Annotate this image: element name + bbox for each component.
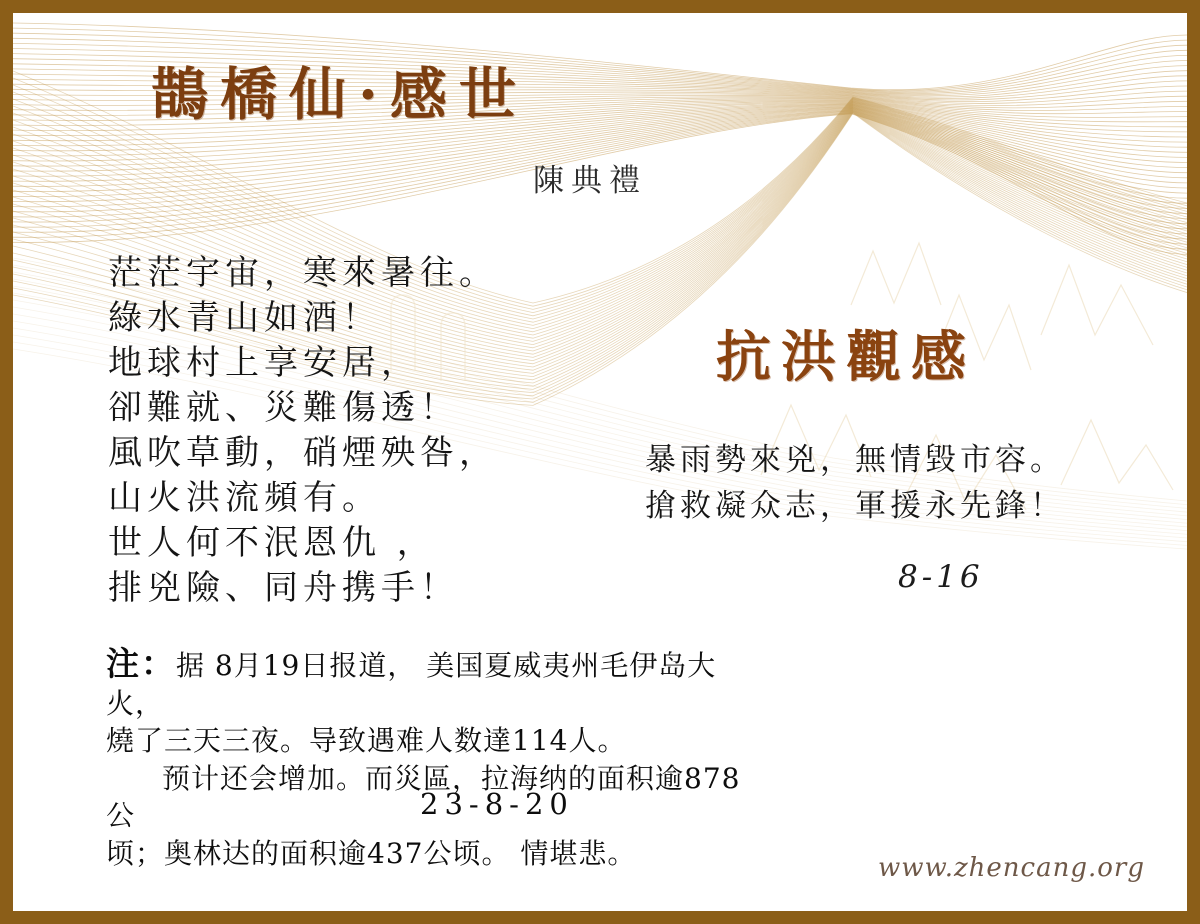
poem-line: 卻難就、災難傷透！ xyxy=(108,388,459,428)
poem-line: 搶救凝众志，軍援永先鋒！ xyxy=(645,488,1065,524)
poem-line: 暴雨勢來兇，無情毀市容。 xyxy=(645,442,1065,478)
author-name: 陳典禮 xyxy=(533,163,647,199)
poem-date: 8-16 xyxy=(898,559,984,595)
note-line: 燒了三天三夜。导致遇难人数達114人。 xyxy=(106,724,627,757)
website-url: www.zhencang.org xyxy=(878,853,1145,883)
poem-line: 排兇險、同舟携手！ xyxy=(108,568,459,608)
poem-line: 山火洪流頻有。 xyxy=(108,478,381,518)
poem-line: 世人何不泯恩仇 ， xyxy=(108,523,436,563)
poem-right xyxy=(645,437,1065,529)
section-title: 抗洪觀感 xyxy=(716,324,977,389)
poem-line: 風吹草動，硝煙殃咎， xyxy=(108,433,498,473)
note-prefix: 注： xyxy=(106,644,176,683)
poem-line: 茫茫宇宙，寒來暑往。 xyxy=(108,253,498,293)
poem-line: 地球村上享安居， xyxy=(108,343,420,383)
note-line: 预计还会增加。而災區，拉海纳的面积逾878公 xyxy=(106,761,741,832)
note-line: 注：据 8月19日报道， 美国夏威夷州毛伊岛大火， xyxy=(106,644,717,720)
poem-left xyxy=(108,251,498,611)
footnote-block xyxy=(106,645,746,872)
note-date: 23-8-20 xyxy=(420,787,574,821)
note-line: 顷；奥林达的面积逾437公顷。 情堪悲。 xyxy=(106,836,637,870)
poem-line: 綠水青山如酒！ xyxy=(108,298,381,338)
page-title: 鵲橋仙·感世 xyxy=(151,61,528,128)
